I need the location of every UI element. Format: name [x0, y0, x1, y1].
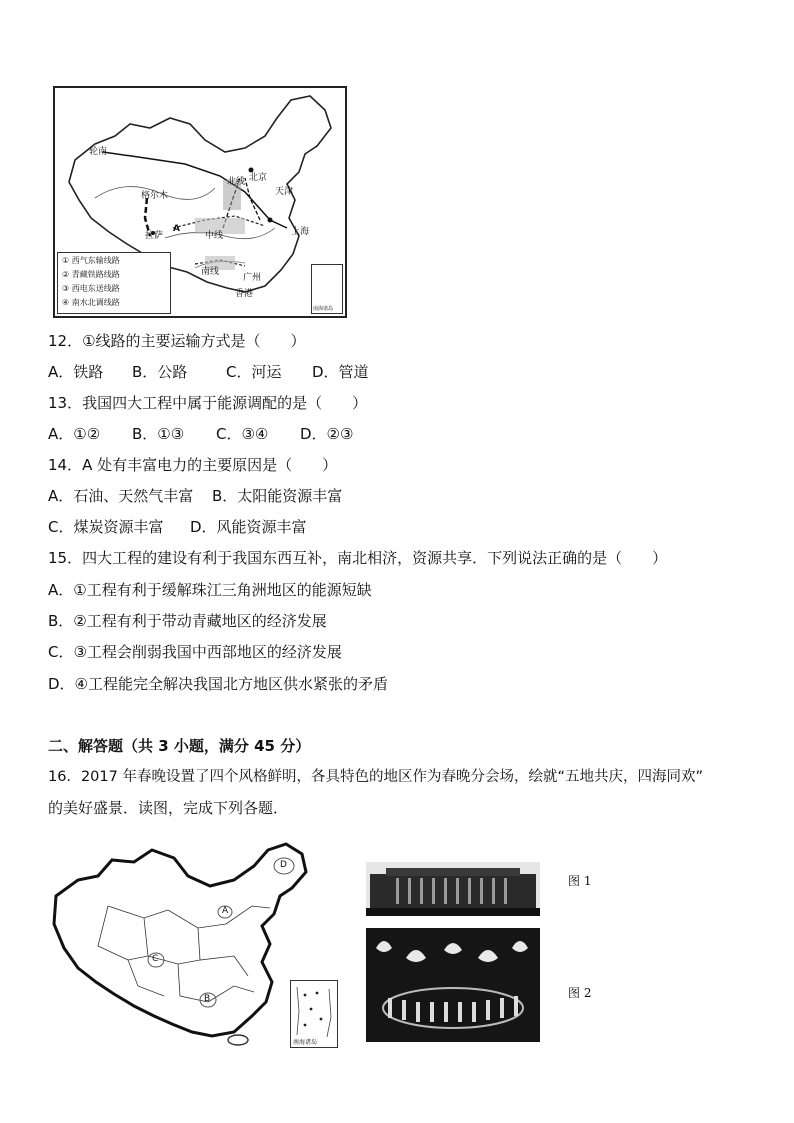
option-b[interactable]: B．公路 — [132, 363, 188, 381]
question-14-options-row1 — [48, 486, 342, 506]
question-13-options — [48, 424, 353, 444]
question-12-stem: 12．①线路的主要运输方式是（ ） — [48, 332, 306, 350]
option-d[interactable]: D．②③ — [300, 425, 354, 443]
option-a[interactable]: A．石油、天然气丰富 — [48, 487, 194, 505]
figure-2-label: 图 2 — [568, 986, 592, 1000]
question-16-line1: 16．2017 年春晚设置了四个风格鲜明，各具特色的地区作为春晚分会场，绘就“五地共庆，四海同欢” — [48, 769, 703, 785]
option-d[interactable]: D．风能资源丰富 — [190, 518, 307, 536]
map-china-venues — [48, 836, 338, 1048]
label-nanxian: 南线 — [201, 267, 220, 277]
map2-label-c: C — [152, 954, 159, 964]
legend-row-1: ① 西气东输线路 — [62, 256, 120, 265]
map-four-projects — [53, 86, 347, 318]
legend-row-3: ③ 西电东送线路 — [62, 284, 120, 293]
label-lasa: 拉萨 — [145, 231, 164, 241]
question-15-option-d[interactable]: D．④工程能完全解决我国北方地区供水紧张的矛盾 — [48, 675, 388, 693]
great-hall-illustration — [366, 862, 540, 916]
question-14-stem: 14．A 处有丰富电力的主要原因是（ ） — [48, 456, 338, 474]
question-15-option-a[interactable]: A．①工程有利于缓解珠江三角洲地区的能源短缺 — [48, 581, 372, 599]
map-legend — [57, 252, 171, 314]
label-lunnan: 轮南 — [89, 147, 108, 157]
option-d[interactable]: D．管道 — [312, 363, 369, 381]
question-12-options — [48, 362, 369, 382]
option-c[interactable]: C．河运 — [226, 363, 282, 381]
option-c[interactable]: C．③④ — [216, 425, 269, 443]
question-13-stem: 13．我国四大工程中属于能源调配的是（ ） — [48, 394, 368, 412]
question-15-stem: 15．四大工程的建设有利于我国东西互补，南北相济，资源共享．下列说法正确的是（ ） — [48, 549, 668, 567]
question-16-line2: 的美好盛景．读图，完成下列各题． — [48, 799, 289, 817]
photo-performance — [366, 928, 540, 1042]
label-guangzhou: 广州 — [243, 273, 262, 283]
map2-label-a: A — [222, 906, 229, 916]
map2-label-b: B — [204, 994, 211, 1004]
question-15-option-c[interactable]: C．③工程会削弱我国中西部地区的经济发展 — [48, 643, 342, 661]
question-14-options-row2 — [48, 517, 307, 537]
label-shanghai: 上海 — [291, 227, 310, 237]
label-xianggang: 香港 — [235, 289, 254, 299]
option-a[interactable]: A．铁路 — [48, 363, 104, 381]
figure-1-label: 图 1 — [568, 874, 592, 888]
label-zhongxian: 中线 — [205, 231, 224, 241]
section-2-title: 二、解答题（共 3 小题，满分 45 分） — [48, 737, 311, 755]
option-c[interactable]: C．煤炭资源丰富 — [48, 518, 164, 536]
option-a[interactable]: A．①② — [48, 425, 101, 443]
photo-great-hall — [366, 862, 540, 916]
map2-south-sea-inset: 南海诸岛 — [290, 980, 338, 1048]
label-tianjin: 天津 — [275, 187, 294, 197]
label-point-a: A — [173, 224, 180, 234]
map2-label-d: D — [280, 860, 287, 870]
option-b[interactable]: B．①③ — [132, 425, 185, 443]
legend-row-4: ④ 南水北调线路 — [62, 298, 120, 307]
label-beixian: 北线 — [227, 177, 246, 187]
performance-illustration — [366, 928, 540, 1042]
south-sea-inset: 南海诸岛 — [311, 264, 343, 314]
label-beijing: 北京 — [249, 173, 268, 183]
question-15-option-b[interactable]: B．②工程有利于带动青藏地区的经济发展 — [48, 612, 327, 630]
legend-row-2: ② 青藏铁路线路 — [62, 270, 120, 279]
label-geermu: 格尔木 — [141, 191, 169, 201]
option-b[interactable]: B．太阳能资源丰富 — [212, 487, 343, 505]
